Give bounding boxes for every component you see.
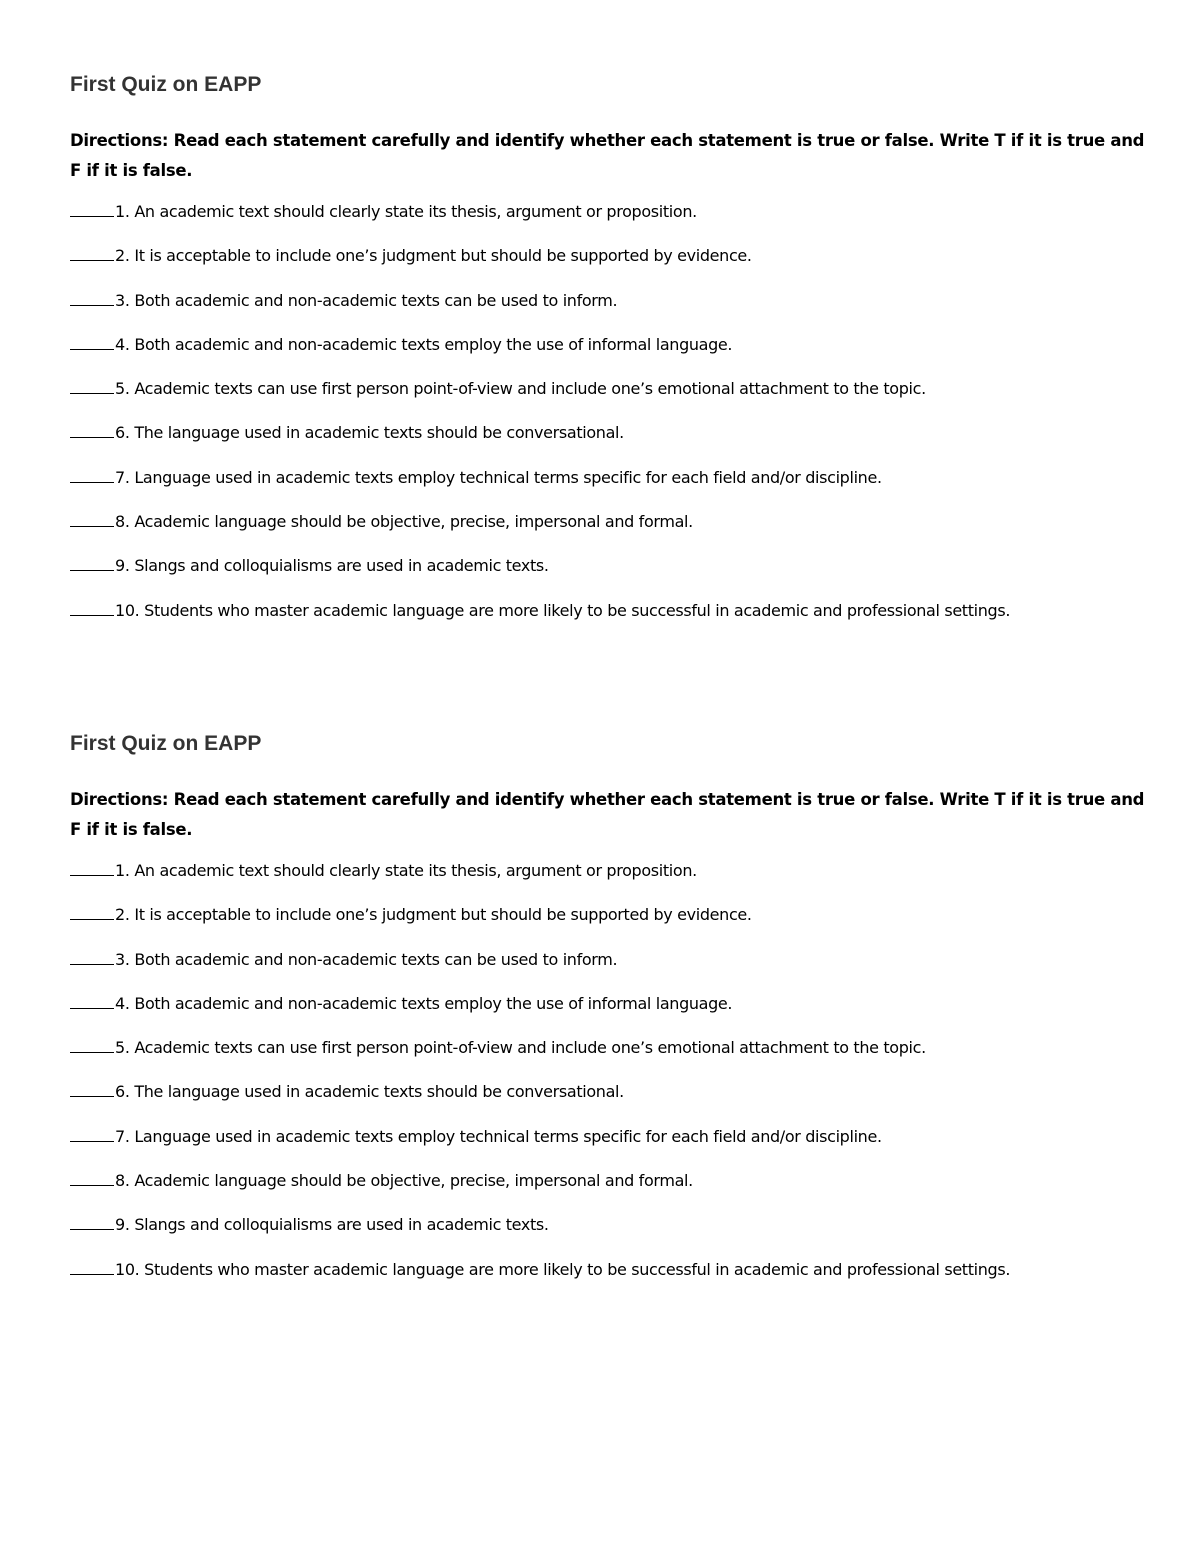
item-number: 5. <box>115 379 130 399</box>
item-text: Academic texts can use first person point-of-view and include one’s emotional attachment to the topic. <box>134 379 926 399</box>
item-text: An academic text should clearly state its thesis, argument or proposition. <box>134 861 697 880</box>
item-number: 8. <box>115 1171 130 1191</box>
statement-list <box>70 858 1150 1301</box>
item-number: 7. <box>115 467 130 487</box>
answer-blank[interactable] <box>70 553 114 571</box>
item-number: 9. <box>115 556 130 576</box>
item-text: Slangs and colloquialisms are used in academic texts. <box>134 1215 549 1235</box>
item-text: Both academic and non-academic texts employ the use of informal language. <box>134 334 733 354</box>
answer-blank[interactable] <box>70 947 114 965</box>
answer-blank[interactable] <box>70 991 114 1009</box>
item-text: Academic texts can use first person point-of-view and include one’s emotional attachment to the topic. <box>134 1038 926 1058</box>
statement-item-3 <box>70 288 1150 332</box>
answer-blank[interactable] <box>70 243 114 261</box>
answer-blank[interactable] <box>70 376 114 394</box>
item-text: Both academic and non-academic texts employ the use of informal language. <box>134 993 733 1013</box>
item-number: 1. <box>115 202 130 221</box>
item-number: 9. <box>115 1215 130 1235</box>
answer-blank[interactable] <box>70 1035 114 1053</box>
item-number: 6. <box>115 1082 130 1102</box>
statement-item-3 <box>70 947 1150 991</box>
statement-list <box>70 199 1150 642</box>
item-number: 2. <box>115 905 130 925</box>
quiz-title: First Quiz on EAPP <box>70 73 262 96</box>
item-number: 2. <box>115 246 130 266</box>
item-number: 10. <box>115 1259 140 1279</box>
item-text: Both academic and non-academic texts can be used to inform. <box>134 290 618 310</box>
item-text: Language used in academic texts employ technical terms specific for each field and/or discipline. <box>134 467 882 487</box>
item-text: Students who master academic language are more likely to be successful in academic and professional settings. <box>144 1259 1011 1279</box>
item-number: 6. <box>115 423 130 443</box>
answer-blank[interactable] <box>70 509 114 527</box>
item-text: It is acceptable to include one’s judgment but should be supported by evidence. <box>134 905 752 925</box>
statement-item-6 <box>70 420 1150 464</box>
item-number: 3. <box>115 949 130 969</box>
statement-item-1 <box>70 858 1150 902</box>
item-text: Students who master academic language are more likely to be successful in academic and professional settings. <box>144 600 1011 620</box>
statement-item-2 <box>70 902 1150 946</box>
answer-blank[interactable] <box>70 1124 114 1142</box>
answer-blank[interactable] <box>70 1168 114 1186</box>
answer-blank[interactable] <box>70 420 114 438</box>
item-number: 4. <box>115 993 130 1013</box>
statement-item-7 <box>70 465 1150 509</box>
item-text: The language used in academic texts should be conversational. <box>134 423 624 443</box>
directions-text: Read each statement carefully and identify whether each statement is true or false. Write T if it is true and F if it is false. <box>70 131 1145 180</box>
statement-item-5 <box>70 1035 1150 1079</box>
directions-text: Read each statement carefully and identify whether each statement is true or false. Write T if it is true and F if it is false. <box>70 790 1145 839</box>
answer-blank[interactable] <box>70 598 114 616</box>
quiz-section-1 <box>70 70 1150 642</box>
statement-item-4 <box>70 332 1150 376</box>
answer-blank[interactable] <box>70 199 114 217</box>
answer-blank[interactable] <box>70 1257 114 1275</box>
item-number: 8. <box>115 512 130 532</box>
answer-blank[interactable] <box>70 288 114 306</box>
statement-item-8 <box>70 1168 1150 1212</box>
item-number: 5. <box>115 1038 130 1058</box>
statement-item-1 <box>70 199 1150 243</box>
statement-item-10 <box>70 1257 1150 1301</box>
item-text: Language used in academic texts employ technical terms specific for each field and/or discipline. <box>134 1126 882 1146</box>
item-text: The language used in academic texts should be conversational. <box>134 1082 624 1102</box>
item-text: Academic language should be objective, precise, impersonal and formal. <box>134 512 693 532</box>
directions-label: Directions: <box>70 131 169 150</box>
answer-blank[interactable] <box>70 902 114 920</box>
statement-item-9 <box>70 1212 1150 1256</box>
answer-blank[interactable] <box>70 858 114 876</box>
quiz-section-2 <box>70 729 1150 1301</box>
statement-item-8 <box>70 509 1150 553</box>
statement-item-4 <box>70 991 1150 1035</box>
statement-item-9 <box>70 553 1150 597</box>
directions-label: Directions: <box>70 790 169 809</box>
item-text: An academic text should clearly state its thesis, argument or proposition. <box>134 202 697 221</box>
item-number: 1. <box>115 861 130 880</box>
directions <box>70 785 1150 845</box>
item-number: 3. <box>115 290 130 310</box>
statement-item-10 <box>70 598 1150 642</box>
item-text: Academic language should be objective, precise, impersonal and formal. <box>134 1171 693 1191</box>
item-text: Slangs and colloquialisms are used in academic texts. <box>134 556 549 576</box>
item-text: Both academic and non-academic texts can be used to inform. <box>134 949 618 969</box>
answer-blank[interactable] <box>70 1212 114 1230</box>
answer-blank[interactable] <box>70 465 114 483</box>
answer-blank[interactable] <box>70 1079 114 1097</box>
statement-item-2 <box>70 243 1150 287</box>
item-number: 10. <box>115 600 140 620</box>
item-number: 7. <box>115 1126 130 1146</box>
statement-item-5 <box>70 376 1150 420</box>
item-number: 4. <box>115 334 130 354</box>
statement-item-7 <box>70 1124 1150 1168</box>
directions <box>70 126 1150 186</box>
item-text: It is acceptable to include one’s judgment but should be supported by evidence. <box>134 246 752 266</box>
statement-item-6 <box>70 1079 1150 1123</box>
quiz-title: First Quiz on EAPP <box>70 732 262 755</box>
answer-blank[interactable] <box>70 332 114 350</box>
